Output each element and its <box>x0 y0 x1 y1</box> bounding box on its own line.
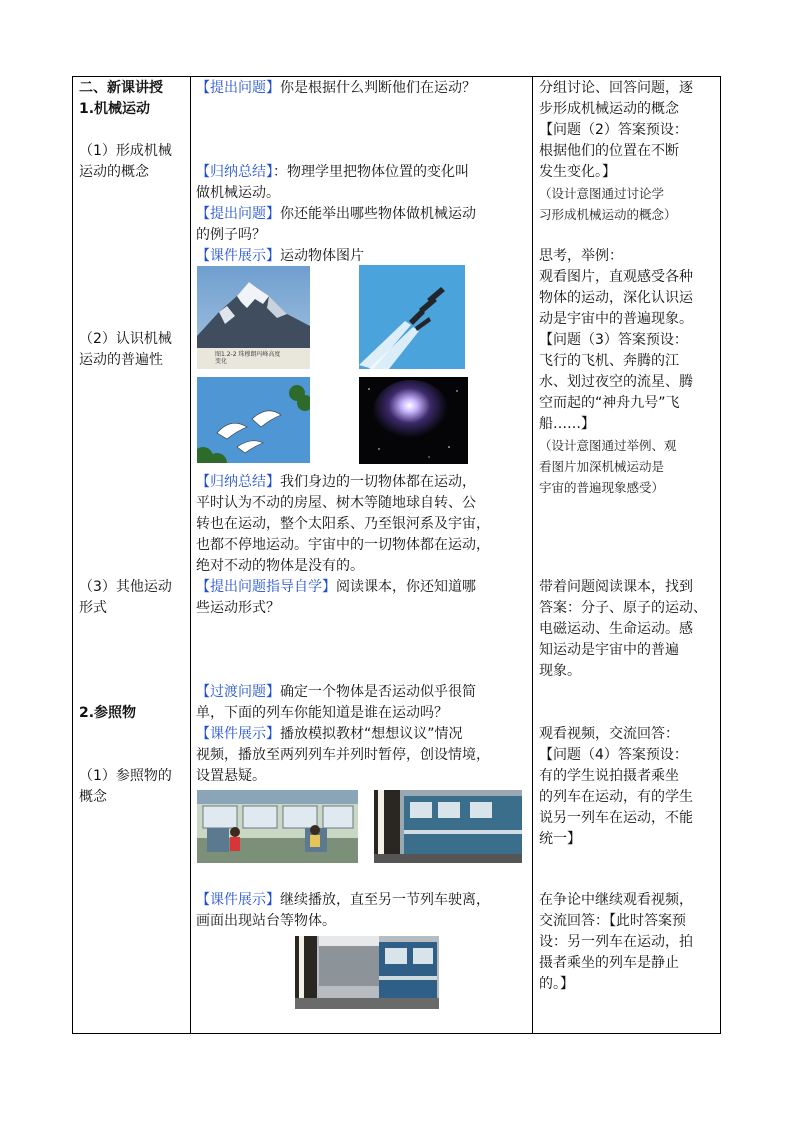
activity-4-line2: 【问题（4）答案预设： <box>539 747 688 763</box>
activity-4-line4: 的列车在运动，有的学生 <box>539 789 693 805</box>
summary-1-line2: 做机械运动。 <box>196 185 280 201</box>
answer-2-line3: 发生变化。】 <box>539 164 616 180</box>
answer-3-line3: 水、划过夜空的流星、腾 <box>539 374 693 390</box>
column-divider-2 <box>532 77 533 1033</box>
question-1: 【提出问题】你是根据什么判断他们在运动？ <box>196 80 476 96</box>
train-interior-image <box>197 790 358 863</box>
mountain-image <box>197 266 310 369</box>
summary-2-line2: 平时认为不动的房屋、树木等随地球自转、公 <box>196 495 476 511</box>
activity-3-line1: 带着问题阅读课本，找到 <box>539 579 693 595</box>
sub-concept-line2: 运动的概念 <box>79 164 149 180</box>
courseware-show-2-line2: 视频，播放至两列列车并列时暂停，创设情境， <box>196 747 490 763</box>
courseware-show-2-line3: 设置悬疑。 <box>196 768 266 784</box>
activity-5-line1: 在争论中继续观看视频， <box>539 892 693 908</box>
activity-4-line5: 说另一列车在运动，不能 <box>539 810 693 826</box>
activity-5-line2: 交流回答：【此时答案预 <box>539 913 686 929</box>
courseware-show-2-line1: 【课件展示】播放模拟教材“想想议议”情况 <box>196 726 463 742</box>
sub-universal-line1: （2）认识机械 <box>79 331 172 347</box>
summary-2-line3: 转也在运动，整个太阳系、乃至银河系及宇宙， <box>196 516 490 532</box>
summary-2-line4: 也都不停地运动。宇宙中的一切物体都在运动， <box>196 537 490 553</box>
answer-3-line5: 船……】 <box>539 416 595 432</box>
courseware-show-1: 【课件展示】运动物体图片 <box>196 248 364 264</box>
activity-3-line2: 答案：分子、原子的运动、 <box>539 600 707 616</box>
activity-2-line2: 观看图片，直观感受各种 <box>539 269 693 285</box>
activity-4-line1: 观看视频，交流回答： <box>539 726 679 742</box>
sub-reference-line2: 概念 <box>79 789 107 805</box>
answer-3-line2: 飞行的飞机、奔腾的江 <box>539 353 679 369</box>
activity-5-line5: 的。】 <box>539 976 574 992</box>
answer-3-line1: 【问题（3）答案预设： <box>539 332 688 348</box>
activity-3-line4: 知运动是宇宙中的普遍 <box>539 642 679 658</box>
activity-1-line2: 步形成机械运动的概念 <box>539 101 679 117</box>
question-3-line2: 些运动形式？ <box>196 600 280 616</box>
sub-universal-line2: 运动的普遍性 <box>79 352 163 368</box>
activity-2-line3: 物体的运动，深化认识运 <box>539 290 693 306</box>
answer-2-line2: 根据他们的位置在不断 <box>539 143 679 159</box>
birds-image <box>197 377 310 463</box>
topic-reference-object: 2.参照物 <box>79 705 137 721</box>
jets-image <box>359 265 465 369</box>
blue-train-image <box>374 790 522 863</box>
section-title: 二、新课讲授 <box>79 80 163 96</box>
activity-2-line4: 动是宇宙中的普遍现象。 <box>539 311 693 327</box>
column-divider-1 <box>190 77 191 1033</box>
activity-3-line5: 现象。 <box>539 663 581 679</box>
activity-4-line6: 统一】 <box>539 831 581 847</box>
activity-3-line3: 电磁运动、生命运动。感 <box>539 621 693 637</box>
activity-5-line3: 设：另一列车在运动，拍 <box>539 934 693 950</box>
transition-question-line2: 单，下面的列车你能知道是谁在运动吗？ <box>196 705 448 721</box>
mountain-caption: 图1.2-2 珠穆朗玛峰高度 变化 <box>215 351 281 365</box>
courseware-show-3-line2: 画面出现站台等物体。 <box>196 913 336 929</box>
sub-reference-line1: （1）参照物的 <box>79 768 172 784</box>
activity-4-line3: 有的学生说拍摄者乘坐 <box>539 768 679 784</box>
topic-mechanical-motion: 1.机械运动 <box>79 101 151 117</box>
sub-other-forms-line2: 形式 <box>79 600 107 616</box>
courseware-show-3-line1: 【课件展示】继续播放，直至另一节列车驶离， <box>196 892 490 908</box>
summary-2-line1: 【归纳总结】我们身边的一切物体都在运动， <box>196 474 476 490</box>
activity-5-line4: 摄者乘坐的列车是静止 <box>539 955 679 971</box>
sub-other-forms-line1: （3）其他运动 <box>79 579 172 595</box>
summary-2-line5: 绝对不动的物体是没有的。 <box>196 558 364 574</box>
design-note-2-line3: 宇宙的普遍现象感受） <box>539 480 665 495</box>
galaxy-image <box>359 377 468 464</box>
answer-2-line1: 【问题（2）答案预设： <box>539 122 688 138</box>
design-note-1-line2: 习形成机械运动的概念） <box>539 207 677 222</box>
question-2-line1: 【提出问题】你还能举出哪些物体做机械运动 <box>196 206 476 222</box>
activity-2-line1: 思考，举例： <box>539 248 623 264</box>
activity-1-line1: 分组讨论、回答问题，逐 <box>539 80 693 96</box>
design-note-2-line1: （设计意图通过举例、观 <box>539 438 677 453</box>
answer-3-line4: 空而起的“神舟九号”飞 <box>539 395 680 411</box>
question-3-line1: 【提出问题指导自学】阅读课本，你还知道哪 <box>196 579 476 595</box>
summary-1-line1: 【归纳总结】：物理学里把物体位置的变化叫 <box>196 164 469 180</box>
train-platform-image <box>295 936 439 1009</box>
design-note-1-line1: （设计意图通过讨论学 <box>539 186 665 201</box>
transition-question-line1: 【过渡问题】确定一个物体是否运动似乎很简 <box>196 684 476 700</box>
design-note-2-line2: 看图片加深机械运动是 <box>539 459 665 474</box>
question-2-line2: 的例子吗？ <box>196 227 266 243</box>
sub-concept-line1: （1）形成机械 <box>79 143 172 159</box>
